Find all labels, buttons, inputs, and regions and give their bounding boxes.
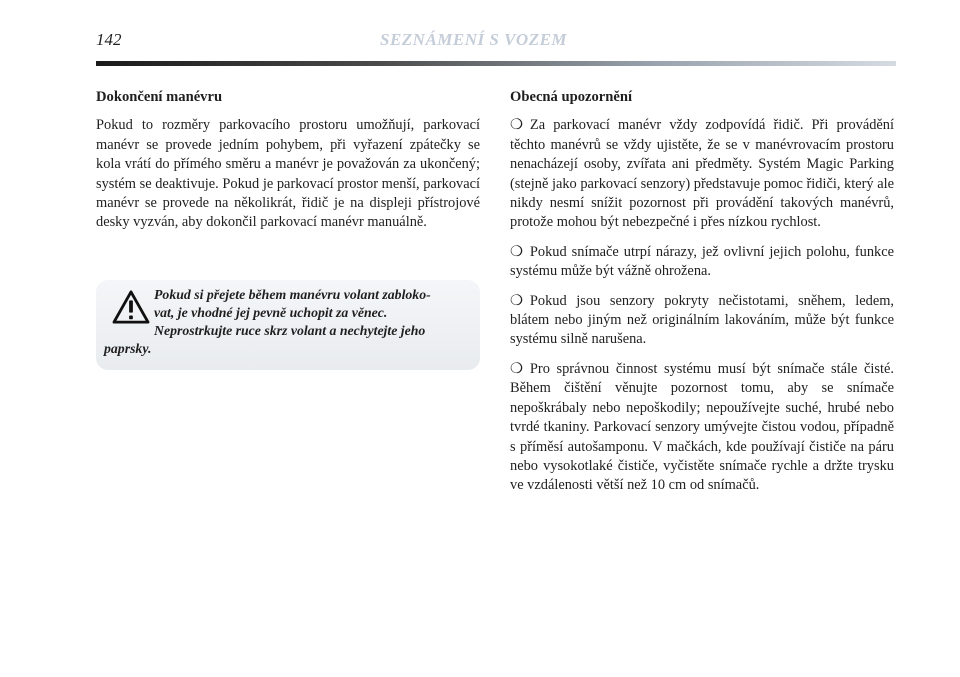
list-item: [510, 292, 894, 350]
list-item: [510, 116, 894, 232]
page-header: [96, 30, 896, 54]
bullet-icon: ❍: [510, 117, 523, 134]
list-item-text: Pro správnou činnost systému musí být snímače stále čisté. Během čištění věnujte pozornost tomu, aby se snímače nepoškrábaly nebo nepoškodily; nepoužívejte suché, hrubé nebo tvrdé tkaniny. Parkovací senzory umývejte čistou vodou, případně s příměsí autošamponu. V mačkách, kde používají čističe na páru nebo vysokotlaké čističe, vyčistěte snímače rychle a držte trysku ve vzdálenosti větší než 10 cm od snímačů.: [510, 360, 894, 494]
list-item: [510, 360, 894, 496]
left-column: [96, 88, 480, 240]
warning-line: paprsky.: [104, 341, 152, 356]
list-item-text: Za parkovací manévr vždy zodpovídá řidič. Při provádění těchto manévrů se vždy ujistěte, že se v manévrovacím prostoru nenacházejí osoby, zvířata ani předměty. Systém Magic Parking (stejně jako parkovací senzory) představuje pomoc řidiči, který ale nikdy nesmí snížit pozornost při provádění takových manévrů, protože mohou být nebezpečné i přes nízkou rychlost.: [510, 117, 895, 231]
body-paragraph: Pokud to rozměry parkovacího prostoru umožňují, parkovací manévr se provede jedním pohybem, při vyřazení zpátečky se kola vrátí do přímého směru a manévr je považován za ukončený; systém se deaktivuje. Pokud je parkovací prostor menší, parkovací manévr se provede na několikrát, řidič je na displeji přístrojové desky vyzván, aby dokončil parkovací manévr manuálně.: [96, 117, 480, 231]
list-item-text: Pokud jsou senzory pokryty nečistotami, sněhem, ledem, blátem nebo jiným než originálním lakováním, může být funkce systému silně narušena.: [510, 292, 894, 348]
list-item-text: Pokud snímače utrpí nárazy, jež ovlivní jejich polohu, funkce systému může být vážně ohrožena.: [510, 243, 894, 280]
page-number: 142: [96, 30, 122, 49]
bullet-icon: ❍: [510, 243, 523, 260]
warning-line: vat, je vhodné jej pevně uchopit za věnec.: [154, 305, 388, 320]
warning-line: Pokud si přejete během manévru volant zabloko-: [154, 287, 431, 302]
list-item: [510, 243, 894, 282]
warning-line: Neprostrkujte ruce skrz volant a nechytejte jeho: [154, 323, 426, 338]
warning-text: [104, 286, 468, 358]
bullet-icon: ❍: [510, 292, 523, 309]
section-heading: Dokončení manévru: [96, 89, 223, 105]
section-title: SEZNÁMENÍ S VOZEM: [380, 30, 568, 49]
section-heading: Obecná upozornění: [510, 89, 633, 105]
header-rule: [96, 61, 896, 66]
bullet-icon: ❍: [510, 360, 523, 377]
right-column: [510, 88, 894, 503]
